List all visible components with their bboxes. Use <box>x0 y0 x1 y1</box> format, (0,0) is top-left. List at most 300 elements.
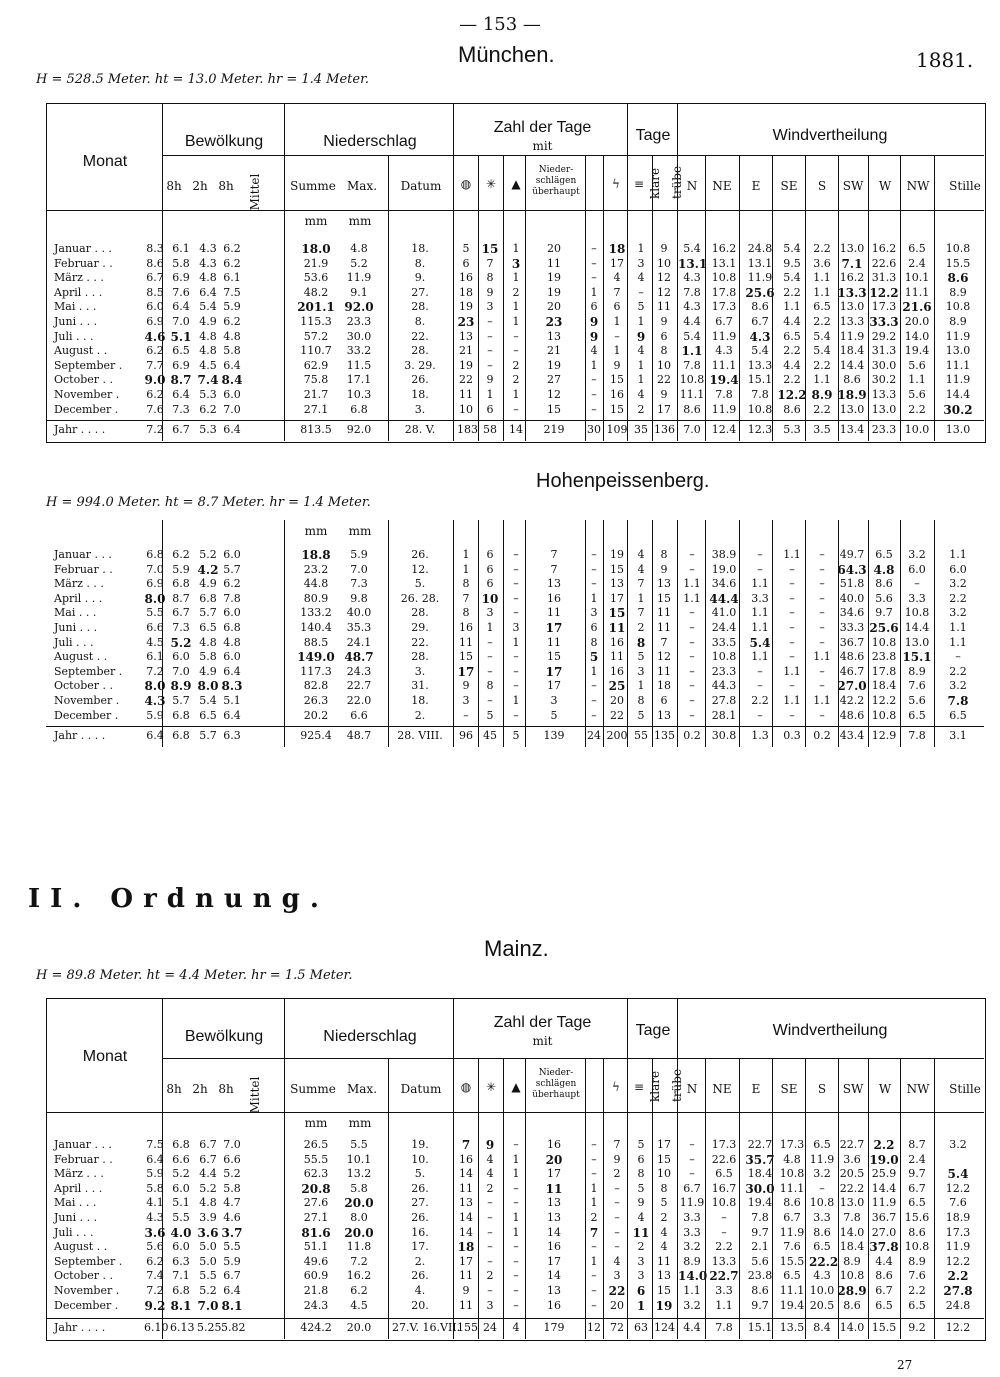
table-cell: 2 <box>637 402 645 416</box>
table-cell: 22. <box>411 635 429 649</box>
table-cell: 11.1 <box>779 1181 805 1195</box>
table-cell: 15 <box>459 650 473 664</box>
month-label: Mai . . . <box>54 606 97 620</box>
rain-symbol: ◍ <box>460 177 472 191</box>
table-cell: 5.3 <box>199 423 217 437</box>
table-cell: 1.1 <box>949 548 967 561</box>
table-cell: 5.4 <box>683 242 701 255</box>
table-cell: 4 <box>660 1225 668 1239</box>
table-cell: – <box>757 708 763 722</box>
table-cell: – <box>513 679 519 693</box>
table-cell: 6.9 <box>146 315 164 328</box>
table-cell: 10.1 <box>904 271 930 285</box>
table-cell: 9.7 <box>751 1225 769 1239</box>
table-cell: – <box>591 548 597 561</box>
table-cell: 15.5 <box>779 1254 805 1268</box>
table-cell: – <box>591 679 597 693</box>
table-cell: 4.8 <box>873 562 895 577</box>
table-cell: 7.0 <box>223 1138 241 1151</box>
table-cell: 6.0 <box>223 388 241 401</box>
table-cell: 17.3 <box>871 300 897 314</box>
table-cell: 20.0 <box>346 1321 372 1335</box>
table-cell: 1 <box>512 242 520 255</box>
table-cell: 11.9 <box>871 1196 897 1210</box>
table-cell: 23.8 <box>871 650 897 664</box>
table-cell: 4.3 <box>749 329 771 344</box>
table-cell: 19.4 <box>779 1298 805 1312</box>
table-cell: 15.1 <box>747 373 773 387</box>
table-cell: 17 <box>657 402 671 416</box>
table-cell: 110.7 <box>300 344 332 358</box>
table-cell: 21 <box>547 344 561 358</box>
table-cell: 4.3 <box>715 344 733 358</box>
table-cell: – <box>789 635 795 649</box>
table-cell: 10 <box>657 256 671 270</box>
table-row <box>0 1269 1000 1283</box>
table-cell: 8.3 <box>146 242 164 255</box>
table-cell: 3.2 <box>683 1240 701 1254</box>
table-cell: 6.9 <box>172 271 190 285</box>
table-cell: 14.4 <box>871 1181 897 1195</box>
month-label: December . <box>54 1298 119 1312</box>
table-cell: 8.9 <box>170 679 192 694</box>
table-cell: 11.9 <box>779 1225 805 1239</box>
table-cell: 20 <box>610 694 624 707</box>
table-cell: – <box>591 1138 597 1151</box>
table-cell: 5.4 <box>783 242 801 255</box>
table-cell: 5.5 <box>172 1211 190 1224</box>
table-cell: 6.5 <box>908 708 926 722</box>
wind-dir-nw-header: NW <box>906 1082 930 1096</box>
table-cell: 13.3 <box>871 388 897 401</box>
table-cell: 15.5 <box>945 256 971 270</box>
table-cell: 14.0 <box>839 1321 865 1335</box>
table-cell: 3.3 <box>751 591 769 605</box>
table-cell: 6.5 <box>949 708 967 722</box>
table-cell: – <box>513 1254 519 1268</box>
table-cell: – <box>513 606 519 620</box>
table-cell: 1.3 <box>751 729 769 743</box>
table-cell: 1 <box>486 621 494 634</box>
table-cell: 4.8 <box>783 1152 801 1166</box>
table-cell: 6.8 <box>146 548 164 561</box>
table-cell: 4 <box>512 1321 520 1335</box>
table-cell: 9 <box>613 1152 621 1166</box>
table-cell: 10.8 <box>711 1196 737 1210</box>
table-cell: 13.4 <box>839 423 865 437</box>
table-cell: 8.6 <box>146 256 164 270</box>
table-cell: 17.3 <box>779 1138 805 1151</box>
table-cell: 13.0 <box>839 1196 865 1210</box>
table-cell: 11 <box>608 621 626 635</box>
table-cell: 26. <box>411 548 429 561</box>
table-cell: – <box>638 285 644 299</box>
table-cell: 15 <box>610 562 624 576</box>
table-cell: – <box>914 577 920 591</box>
snow-symbol: ✳ <box>485 1080 497 1094</box>
table-row <box>0 621 1000 635</box>
month-label: Mai . . . <box>54 1196 97 1210</box>
table-cell: – <box>757 664 763 678</box>
table-cell: 7.8 <box>908 729 926 743</box>
table-cell: 6.7 <box>199 1152 217 1166</box>
table-cell: 17.3 <box>711 300 737 314</box>
table-cell: 2. <box>414 1254 426 1268</box>
table-cell: 7.3 <box>172 621 190 634</box>
wind-dir-w-header: W <box>878 1082 892 1096</box>
table-cell: 8 <box>660 548 668 561</box>
table-cell: 3 <box>613 1269 621 1283</box>
table-cell: 179 <box>543 1321 565 1335</box>
table-cell: 6.5 <box>199 621 217 634</box>
table-cell: 6 <box>636 1284 646 1298</box>
table-cell: 133.2 <box>300 606 332 620</box>
table-cell: 25.6 <box>745 285 775 300</box>
table-cell: 43.4 <box>839 729 865 743</box>
table-cell: 1.1 <box>783 548 801 561</box>
table-cell: 10.8 <box>871 708 897 722</box>
table-cell: 6.8 <box>172 577 190 591</box>
table-cell: 8.5 <box>146 285 164 299</box>
table-cell: 1 <box>486 388 494 401</box>
table-cell: 8.9 <box>908 664 926 678</box>
table-cell: 7.0 <box>146 562 164 576</box>
table-cell: 35.7 <box>745 1152 775 1167</box>
table-cell: 13.3 <box>711 1254 737 1268</box>
table-cell: 5.4 <box>947 1167 969 1182</box>
table-cell: 7.8 <box>715 1321 733 1335</box>
table-cell: – <box>487 1225 493 1239</box>
table-cell: 4 <box>637 562 645 576</box>
table-cell: 3.2 <box>949 1138 967 1151</box>
table-cell: 35.3 <box>346 621 372 634</box>
table-cell: 8.6 <box>875 577 893 591</box>
table-cell: 6.5 <box>172 344 190 358</box>
table-cell: 18.4 <box>839 344 865 358</box>
table-cell: 24.8 <box>945 1298 971 1312</box>
table-row <box>0 1196 1000 1210</box>
wind-dir-stille-header: Stille <box>949 179 981 193</box>
table-cell: 20 <box>545 1152 563 1167</box>
table-cell: 8.9 <box>949 285 967 299</box>
table-cell: 1 <box>637 679 645 693</box>
table-cell: 6.3 <box>172 1254 190 1268</box>
table-cell: 9 <box>637 1196 645 1210</box>
table-cell: 13.3 <box>837 285 867 300</box>
month-label: Jahr . . . . <box>54 1321 106 1335</box>
table-cell: 21.7 <box>303 388 329 401</box>
table-cell: 6.1 <box>172 242 190 255</box>
table-cell: 2.2 <box>873 1138 895 1152</box>
table-cell: 13.1 <box>747 256 773 270</box>
table-row <box>0 1211 1000 1225</box>
table-cell: 6.0 <box>949 562 967 576</box>
table-cell: 11 <box>459 1181 473 1195</box>
table-cell: 17.3 <box>945 1225 971 1239</box>
table-cell: 11.9 <box>809 1152 835 1166</box>
table-cell: 17 <box>610 256 624 270</box>
fog-symbol: ≡ <box>633 1080 645 1094</box>
table-cell: – <box>591 1167 597 1181</box>
table-cell: – <box>591 373 597 387</box>
table-cell: – <box>689 1138 695 1151</box>
table-cell: 44.4 <box>709 591 739 606</box>
table-cell: – <box>591 1152 597 1166</box>
table-cell: 4 <box>486 1152 494 1166</box>
table-cell: 45 <box>483 729 497 743</box>
table-cell: 15 <box>657 591 671 605</box>
table-cell: 26. <box>411 1181 429 1195</box>
table-cell: 2 <box>660 1211 668 1224</box>
table-cell: 3.2 <box>908 548 926 561</box>
table-cell: 4.3 <box>146 1211 164 1224</box>
table-cell: 11.5 <box>346 358 372 372</box>
table-cell: 6.5 <box>813 1240 831 1254</box>
month-label: Juni . . . <box>54 1211 98 1224</box>
table-cell: 2.2 <box>908 1284 926 1297</box>
table-cell: 15.1 <box>902 650 932 665</box>
wind-dir-sw-header: SW <box>842 1082 864 1096</box>
table-cell: 7.0 <box>172 315 190 328</box>
table-cell: 5.9 <box>223 1254 241 1268</box>
hour-8b-header: 8h <box>218 1082 234 1096</box>
table-cell: – <box>513 402 519 416</box>
table-cell: 7.1 <box>172 1269 190 1283</box>
table-cell: 6 <box>486 562 494 576</box>
table-cell: 4.9 <box>199 315 217 328</box>
table-cell: 3. <box>414 664 426 678</box>
mm-unit: mm <box>348 524 372 538</box>
table-cell: 6.7 <box>172 423 190 437</box>
month-label: Mai . . . <box>54 300 97 314</box>
table-cell: – <box>614 1181 620 1195</box>
table-cell: 11.9 <box>839 329 865 343</box>
table-cell: 5.9 <box>350 548 368 561</box>
table-cell: 1 <box>590 285 598 299</box>
table-cell: 72 <box>610 1321 624 1335</box>
table-cell: 5.2 <box>199 1284 217 1297</box>
table-cell: – <box>689 650 695 664</box>
table-cell: 6.2 <box>199 402 217 416</box>
table-cell: 14 <box>547 1269 561 1283</box>
table-row <box>0 330 1000 344</box>
month-label: Februar . . <box>54 256 113 270</box>
table-cell: 8 <box>637 1167 645 1181</box>
table-row <box>0 665 1000 679</box>
table-cell: 5.9 <box>146 708 164 722</box>
table-cell: 16 <box>459 271 473 285</box>
tage-header: Tage <box>635 1022 671 1039</box>
table-cell: 6.4 <box>146 729 164 743</box>
table-cell: 27. <box>411 1196 429 1210</box>
table-cell: 2 <box>512 285 520 299</box>
table-cell: 5 <box>660 1196 668 1210</box>
table-cell: 7 <box>550 562 558 576</box>
table-cell: 3.6 <box>144 1225 166 1240</box>
table-cell: – <box>689 679 695 693</box>
table-cell: 7 <box>637 606 645 620</box>
table-cell: – <box>591 242 597 255</box>
table-cell: 9 <box>636 329 646 344</box>
table-cell: 18.4 <box>871 679 897 693</box>
month-label: Jahr . . . . <box>54 729 106 743</box>
table-cell: 5 <box>589 650 599 665</box>
table-cell: 17.3 <box>711 1138 737 1151</box>
table-cell: 9.5 <box>783 256 801 270</box>
header-rule <box>46 210 984 211</box>
table-cell: 1.1 <box>715 1298 733 1312</box>
table-cell: 4.6 <box>223 1211 241 1224</box>
month-label: April . . . <box>54 285 103 299</box>
table-cell: 4.8 <box>199 1196 217 1210</box>
table-cell: 8.7 <box>172 591 190 605</box>
table-cell: 3 <box>462 694 470 707</box>
table-cell: 16. <box>411 1225 429 1239</box>
table-cell: 7 <box>613 285 621 299</box>
table-cell: 1 <box>512 1225 520 1239</box>
table-cell: 28. <box>411 650 429 664</box>
table-cell: 0.2 <box>683 729 701 743</box>
table-cell: 18 <box>657 679 671 693</box>
table-cell: 7 <box>589 1225 599 1240</box>
table-cell: 20. <box>411 1298 429 1312</box>
hour-8-header: 8h <box>166 1082 182 1096</box>
table-cell: 16 <box>547 591 561 605</box>
table-cell: 1 <box>636 1298 646 1313</box>
table-cell: 7.4 <box>146 1269 164 1283</box>
table-cell: 1 <box>462 562 470 576</box>
table-cell: 17 <box>545 621 563 635</box>
table-cell: 8.6 <box>843 373 861 387</box>
month-label: März . . . <box>54 271 104 285</box>
table-cell: 22 <box>610 708 624 722</box>
table-cell: 6 <box>486 577 494 591</box>
table-cell: 8.6 <box>843 1298 861 1312</box>
table-cell: 3.5 <box>813 423 831 437</box>
table-cell: 6.7 <box>172 606 190 620</box>
table-cell: 6.5 <box>813 1138 831 1151</box>
table-cell: 1.1 <box>813 694 831 707</box>
table-cell: 5.8 <box>172 256 190 270</box>
table-cell: 19 <box>655 1298 673 1313</box>
table-cell: 7.0 <box>223 402 241 416</box>
table-cell: 1 <box>512 1211 520 1224</box>
table-cell: 7.8 <box>223 591 241 605</box>
table-cell: 6.8 <box>172 1138 190 1151</box>
snow-symbol: ✳ <box>485 177 497 191</box>
table-cell: 7.3 <box>172 402 190 416</box>
table-cell: 6.0 <box>146 300 164 314</box>
table-cell: 10.3 <box>346 388 372 401</box>
table-cell: 10.8 <box>839 1269 865 1283</box>
table-cell: 201.1 <box>297 300 335 315</box>
max-header: Max. <box>346 1082 378 1096</box>
table-cell: 8.6 <box>783 402 801 416</box>
table-cell: 14.4 <box>904 621 930 634</box>
table-cell: 11.9 <box>679 1196 705 1210</box>
table-cell: 6.5 <box>908 1196 926 1210</box>
table-cell: 53.6 <box>303 271 329 285</box>
table-cell: 48.6 <box>839 708 865 722</box>
table-cell: 12.2 <box>945 1321 971 1335</box>
table-cell: 17 <box>610 591 624 605</box>
table-cell: 4.3 <box>199 256 217 270</box>
table-cell: 8 <box>660 1181 668 1195</box>
table-row <box>0 1182 1000 1196</box>
table-cell: 5.4 <box>813 329 831 343</box>
table-cell: 13 <box>610 577 624 591</box>
table-cell: 3 <box>511 256 521 271</box>
table-cell: 25 <box>608 679 626 694</box>
table-cell: 19 <box>459 300 473 314</box>
table-cell: 2. <box>414 708 426 722</box>
table-cell: 9.2 <box>144 1298 166 1313</box>
table-cell: 19 <box>547 271 561 285</box>
table-cell: 5. <box>414 1167 426 1181</box>
table-cell: 30.0 <box>871 358 897 372</box>
zahl-header: Zahl der Tage <box>493 119 592 136</box>
table-cell: 16 <box>547 1240 561 1254</box>
table-cell: – <box>591 256 597 270</box>
table-cell: – <box>591 694 597 707</box>
table-cell: 5 <box>637 300 645 314</box>
table-cell: – <box>819 591 825 605</box>
table-cell: 5.4 <box>751 344 769 358</box>
table-cell: 3.7 <box>221 1225 243 1240</box>
table-cell: – <box>591 1284 597 1297</box>
table-cell: 16 <box>610 635 624 649</box>
table-cell: 7.2 <box>146 423 164 437</box>
table-cell: 92.0 <box>344 300 374 315</box>
table-cell: 6.8 <box>172 729 190 743</box>
table-cell: – <box>757 679 763 693</box>
table-cell: 16 <box>459 621 473 634</box>
table-cell: 33.5 <box>711 635 737 649</box>
table-cell: 3. <box>414 402 426 416</box>
table-cell: 81.6 <box>301 1225 331 1240</box>
table-cell: 13.5 <box>779 1321 805 1335</box>
footer-number: 27 <box>897 1358 913 1372</box>
table-cell: 23.3 <box>711 664 737 678</box>
table-cell: 27.8 <box>711 694 737 707</box>
table-cell: 4.9 <box>199 577 217 591</box>
wind-dir-e-header: E <box>751 1082 761 1096</box>
table-cell: 5.2 <box>172 1167 190 1181</box>
table-cell: 3 <box>486 300 494 314</box>
table-cell: 16.2 <box>711 242 737 255</box>
table-cell: 22. <box>411 329 429 343</box>
table-cell: 2.2 <box>813 315 831 328</box>
mit-header: mit <box>532 139 553 153</box>
table-cell: – <box>689 1167 695 1181</box>
table-cell: 10 <box>481 591 499 606</box>
month-label: October . . <box>54 373 114 387</box>
table-cell: 11 <box>610 650 624 664</box>
table-cell: 9 <box>589 329 599 344</box>
table-cell: 6.4 <box>223 423 241 437</box>
month-label: November . <box>54 388 120 401</box>
table-cell: 55.5 <box>303 1152 329 1166</box>
table-cell: 10.8 <box>904 606 930 620</box>
table-cell: 13 <box>547 1211 561 1224</box>
table-cell: 12.4 <box>711 423 737 437</box>
table-cell: 19.0 <box>869 1152 899 1167</box>
table-cell: 6.0 <box>172 1181 190 1195</box>
table-cell: 8.1 <box>221 1298 243 1313</box>
table-cell: 8.9 <box>908 1254 926 1268</box>
table-cell: 1.1 <box>683 591 701 605</box>
table-cell: 49.6 <box>303 1254 329 1268</box>
